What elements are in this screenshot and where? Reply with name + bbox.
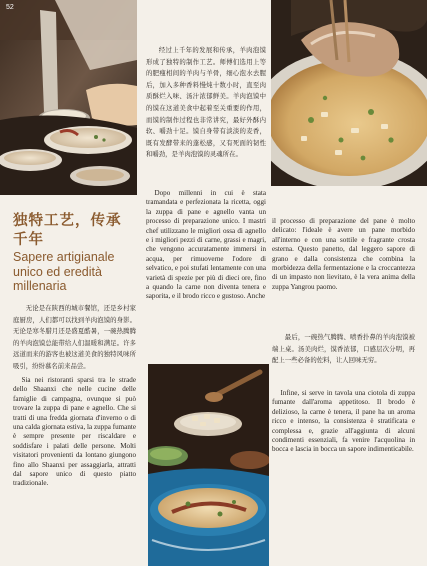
right-column-it-2	[272, 389, 415, 455]
cn-paragraph: 无论是在陕西的城市餐馆，还是乡村家庭厨房，人们都可以找到羊肉泡馍的身影。无论是寒冬腊月还是盛夏酷暑，一碗热腾腾的羊肉泡馍总能带给人们温暖和满足。许多远道而来的游客也被这道美食的独特风味所吸引，纷纷慕名前来品尝。	[13, 304, 136, 370]
it-paragraph: il processo di preparazione del pane è molto delicato: l'ideale è avere un pane morbido all'interno e con una sottile e fragrante crosta esterna. Questo panetto, dal leggero sapore di grano e dalla consistenza che combina la morbidezza della fermentazione e la croccantezza di un impasto non lievitato, è la vera anima della zuppa Yangrou paomo.	[272, 217, 415, 291]
cn-paragraph: 经过上千年的发展和传承，羊肉泡馍形成了独特的制作工艺。师傅们选用上等的肥瘦相间的羊肉与羊骨，细心泡水去腥后，加入多种香料慢炖十数小时，直至肉质酥烂入味、汤汁浓郁鲜美。羊肉泡馍中的馍在这道美食中起着至关重要的作用，而馍的制作过程也非常讲究，最好外酥内软、嚼劲十足。馍自身带有淡淡的麦香，既有发酵带来的蓬松感，又有死面的韧性和嚼劲，是羊肉泡馍的灵魂所在。	[146, 46, 266, 159]
cn-paragraph: 最后，一碗热气腾腾、喷香扑鼻的羊肉泡馍被端上桌。汤美肉烂，馍香浓郁，口感层次分明，再配上一些必备的佐料，让人回味无穷。	[272, 333, 415, 365]
it-paragraph: Dopo millenni in cui è stata tramandata e perfezionata la ricetta, oggi la zuppa di pane e agnello vanta un processo di preparazione unico. I mastri chef utilizzano le migliori ossa di agnello e i migliori pezzi di carne, grassi e magri, che vengono accuratamente immersi in acqua, per rimuoverne l'odore di selvatico, e poi stufati lentamente con una varietà di spezie per più di dieci ore, fino a quando la carne non diventa tenera e saporita, e il brodo ricco e gustoso. Anche	[146, 189, 266, 301]
right-column-it-1	[272, 217, 415, 292]
left-column-cn	[13, 303, 136, 373]
section-heading-cn: 独特工艺，传承千年	[13, 212, 122, 248]
it-paragraph: Infine, si serve in tavola una ciotola di zuppa fumante dall'aroma appetitoso. Il brodo è delizioso, la carne è tenera, il pane ha un aroma ricco e intenso, la consistenza è stratificata e complessa e, grazie all'aggiunta di alcuni condimenti essenziali, fa venire l'acquolina in bocca e lascia in bocca un sapore indimenticabile.	[272, 389, 415, 454]
page-number: 52	[6, 4, 14, 11]
middle-column-cn	[146, 45, 266, 161]
chef-soup-photo	[0, 0, 137, 195]
table-spread-photo	[148, 364, 269, 566]
section-heading-it: Sapere artigianale unico ed eredità millenaria	[13, 250, 115, 293]
bowl-closeup-photo	[271, 0, 427, 186]
middle-column-it	[146, 189, 266, 302]
left-column-it	[13, 376, 136, 489]
right-column-cn	[272, 332, 415, 367]
it-paragraph: Sia nei ristoranti sparsi tra le strade dello Shaanxi che nelle cucine delle famiglie di campagna, ovunque si può trovare la zuppa di pane e agnello. Che si tratti di una fredda giornata d'inverno o di una calda giornata estiva, la zuppa fumante è sempre presente per riscaldare e soddisfare i palati delle persone. Molti visitatori provenienti da lontano giungono fino allo Shaanxi per assaggiarla, attratti dal sapore unico di questo piatto tradizionale.	[13, 376, 136, 488]
